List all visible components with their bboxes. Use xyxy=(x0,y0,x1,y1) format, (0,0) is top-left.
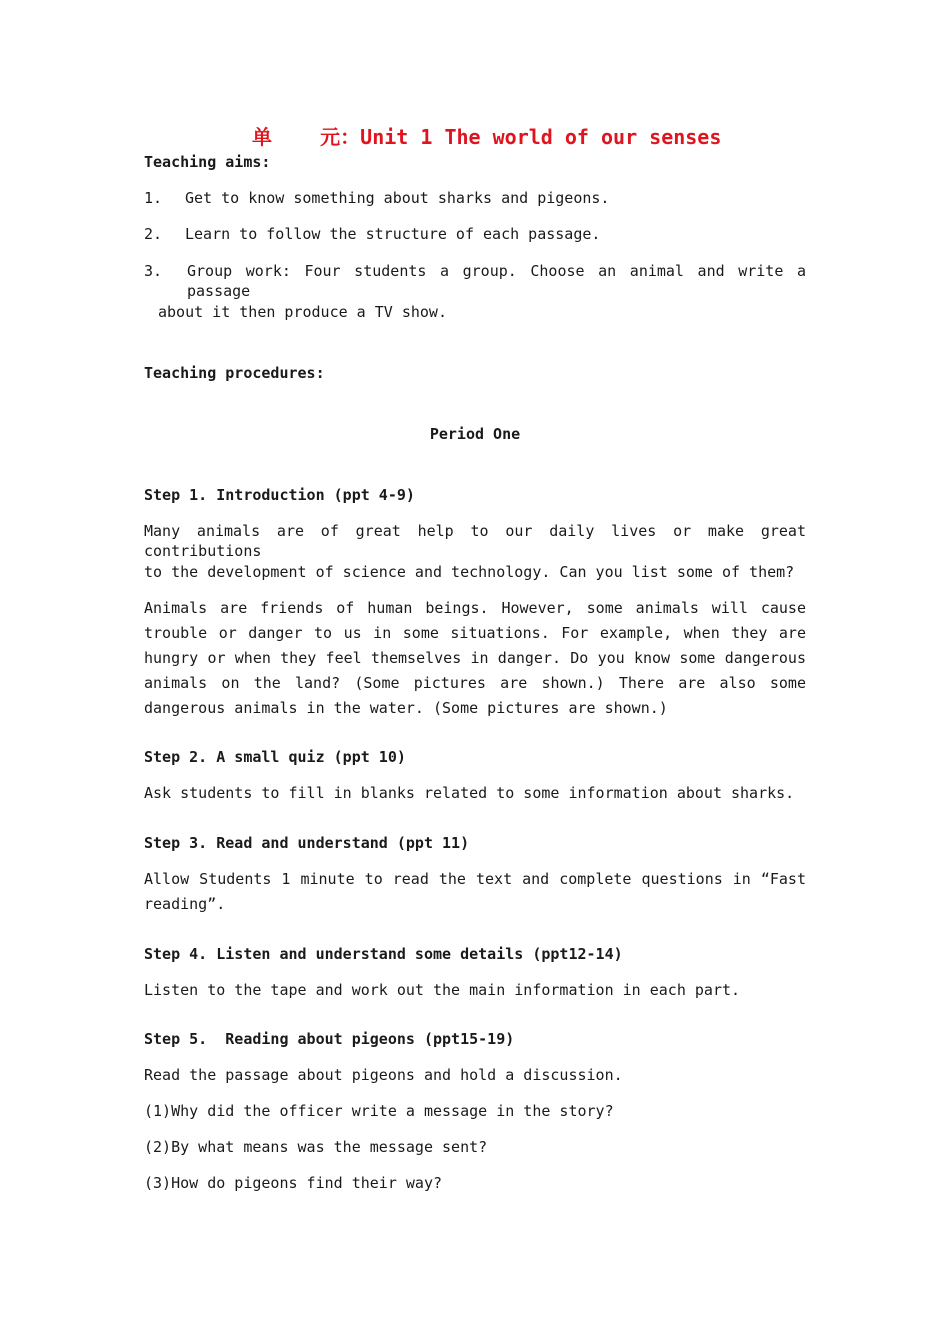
step-1-heading: Step 1. Introduction (ppt 4-9) xyxy=(144,486,415,504)
teaching-procedures-heading: Teaching procedures: xyxy=(144,364,325,382)
step-4-heading: Step 4. Listen and understand some details (ppt12-14) xyxy=(144,945,623,963)
aim-text-2: Learn to follow the structure of each passage. xyxy=(185,225,601,243)
step-1-paragraph-1-line-1: Many animals are of great help to our daily lives or make great contributions xyxy=(144,522,806,560)
aim-number-2: 2. xyxy=(144,225,163,243)
aim-text-1: Get to know something about sharks and pigeons. xyxy=(185,189,610,207)
step-1-paragraph-2: Animals are friends of human beings. However, some animals will cause trouble or danger to us in some situations. For example, when they are hungry or when they feel themselves in danger. Do you know some dangerous animals on the land? (Some pictures are shown.) There are also some dangerous animals in the water. (Some pictures are shown.) xyxy=(144,599,806,717)
period-heading: Period One xyxy=(429,425,521,443)
step-3-text-line-2: reading”. xyxy=(144,895,226,913)
step-4-text: Listen to the tape and work out the main information in each part. xyxy=(144,981,741,999)
step-5-question-2: (2)By what means was the message sent? xyxy=(144,1138,488,1156)
step-3-text-line-1: Allow Students 1 minute to read the text and complete questions in “Fast xyxy=(144,870,806,888)
aim-text-3-continued: about it then produce a TV show. xyxy=(158,303,447,321)
step-2-heading: Step 2. A small quiz (ppt 10) xyxy=(144,748,406,766)
step-5-question-1: (1)Why did the officer write a message in the story? xyxy=(144,1102,614,1120)
step-3-heading: Step 3. Read and understand (ppt 11) xyxy=(144,834,470,852)
step-5-heading: Step 5. Reading about pigeons (ppt15-19) xyxy=(144,1030,515,1048)
aim-text-3: Group work: Four students a group. Choose an animal and write a passage xyxy=(187,262,806,300)
document-title: 单 元：Unit 1 The world of our senses xyxy=(252,125,722,149)
step-5-text: Read the passage about pigeons and hold a discussion. xyxy=(144,1066,623,1084)
aim-number-1: 1. xyxy=(144,189,163,207)
teaching-aims-heading: Teaching aims: xyxy=(144,153,271,171)
aim-number-3: 3. xyxy=(144,262,163,280)
step-2-text: Ask students to fill in blanks related to some information about sharks. xyxy=(144,784,795,802)
step-5-question-3: (3)How do pigeons find their way? xyxy=(144,1174,443,1192)
step-1-paragraph-1-line-2: to the development of science and technology. Can you list some of them? xyxy=(144,563,795,581)
